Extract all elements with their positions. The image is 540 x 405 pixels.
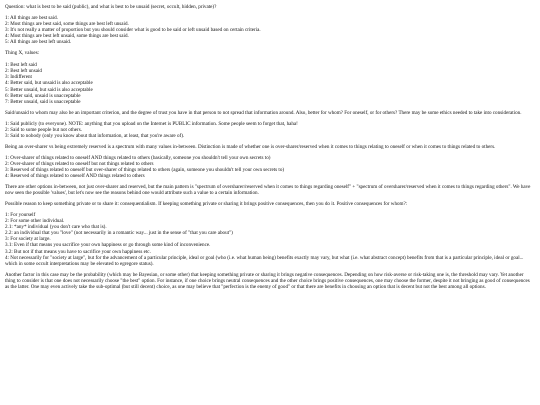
list-item: 2: Said to some people but not others. <box>5 126 82 133</box>
list-item: 1: Said publicly (to everyone). NOTE: anything that you upload on the Internet is PUBLIC information. Some people seem to forget that, haha! <box>5 120 298 127</box>
audience-list <box>5 121 535 139</box>
list-item: 6: Better said, unsaid is unacceptable <box>5 92 81 99</box>
list-item: 1: Best left said <box>5 62 37 69</box>
list-item: 2: Best left unsaid <box>5 68 42 75</box>
list-item: 5: All things are best left unsaid. <box>5 39 72 46</box>
criterion-paragraph: Said/unsaid to whom may also be an important criterion, and the degree of trust you have in that person to not spread that information around. Also, better for whom? For oneself, or for others? There may be some ethics needed to take into consideration. <box>5 109 522 116</box>
list-item: 3.1: Even if that means you sacrifice your own happiness or go through some kind of inconvenience. <box>5 242 211 249</box>
thing-values-heading: Thing X, values: <box>5 50 40 57</box>
other-options-paragraph: There are other options in-between, not just over-sharer and reserved, but the main pattern is "spectrum of oversharer/reserved when it comes to things regarding oneself" + "spectrum of oversharer/reserved when it comes to things regarding others". We have now seen the possible 'values', but let's now see the reasons behind one would attribute such a value to a certain information. <box>5 184 531 197</box>
list-item: 1: All things are best said. <box>5 15 58 22</box>
sharer-types-list <box>5 155 535 179</box>
list-item: 3.2: But not if that means you have to sacrifice your own happiness etc. <box>5 248 151 255</box>
list-item: 3: It's not really a matter of proportion but you should consider what is good to be said or left unsaid based on certain criteria. <box>5 27 261 34</box>
probability-paragraph: Another factor in this case may be the probability (which may be Bayesian, or some other) that keeping something private or sharing it brings negative consequences. Depending on how risk-averse or risk-taking one is, the threshold may vary. Yet another thing to consider is that one does not necessarily choose "the best" option. For instance, if one choice brings neutral consequences and the other choice brings positive consequences, one may choose the former, despite it not bringing as good of consequences as the latter. One may even actively take the sub-optimal (but still decent) choice, as one may believe that "perfection is the enemy of good" or that there are benefits in choosing an option that is decent but not the best among all options. <box>5 271 530 290</box>
reason-paragraph: Possible reason to keep something private or to share it: consequentialism. If keeping something private or sharing it brings positive consequences, then you do it. Positive consequences for whom?: <box>5 201 408 208</box>
list-item: 3: For society at large. <box>5 236 51 243</box>
list-item: 3: Indifferent <box>5 74 32 81</box>
list-item: 4: Most things are best left unsaid, some things are best said. <box>5 33 129 40</box>
list-item: 1: For yourself <box>5 212 36 219</box>
list-item: 1: Over-sharer of things related to oneself AND things related to others (basically, someone you shouldn't tell your own secrets to) <box>5 154 271 161</box>
thing-values-list <box>5 50 535 104</box>
list-item: 2: Most things are best said, some things are best left unsaid. <box>5 21 129 28</box>
list-item: 2: Over-sharer of things related to oneself but not things related to others <box>5 160 154 167</box>
list-item: 3: Reserved of things related to oneself but over-sharer of things related to others (again, someone you shouldn't tell your own secrets to) <box>5 166 285 173</box>
list-item: 3: Said to nobody (only you know about that information, at least, that you're aware of). <box>5 132 185 139</box>
question-paragraph: Question: what is best to be said (public), and what is best to be unsaid (secret, occult, hidden, private)? <box>5 4 217 10</box>
consequences-list <box>5 212 535 266</box>
list-item: 2: For some other individual. <box>5 218 65 225</box>
list-item: 7: Better unsaid, said is unacceptable <box>5 98 81 105</box>
spectrum-paragraph: Being an over-sharer vs being extremely reserved is a spectrum with many values in-between. Distinction is made of whether one is over-sharer/reserved when it comes to things relating to oneself or when it comes to things related to others. <box>5 143 496 150</box>
list-item: 5: Better unsaid, but said is also acceptable <box>5 86 93 93</box>
list-item: 2.1: *any* individual (you don't care who that is). <box>5 224 107 231</box>
answers-list <box>5 15 535 45</box>
list-item: 4: Not necessarily for "society at large", but for the advancement of a particular principle, ideal or goal (who (i.e. what human being) benefits exactly may vary, but what (i.e. what abstract concept) benefits from that is a particular principle, ideal or goal... which in some occult interpretations may be elevated to egregore status). <box>5 254 524 267</box>
list-item: 2.2: an individual that you "love" (not necessarily in a romantic way... just in the sense of "that you care about") <box>5 230 233 237</box>
list-item: 4: Reserved of things related to oneself AND things related to others <box>5 173 145 180</box>
list-item: 4: Better said, but unsaid is also acceptable <box>5 80 93 87</box>
